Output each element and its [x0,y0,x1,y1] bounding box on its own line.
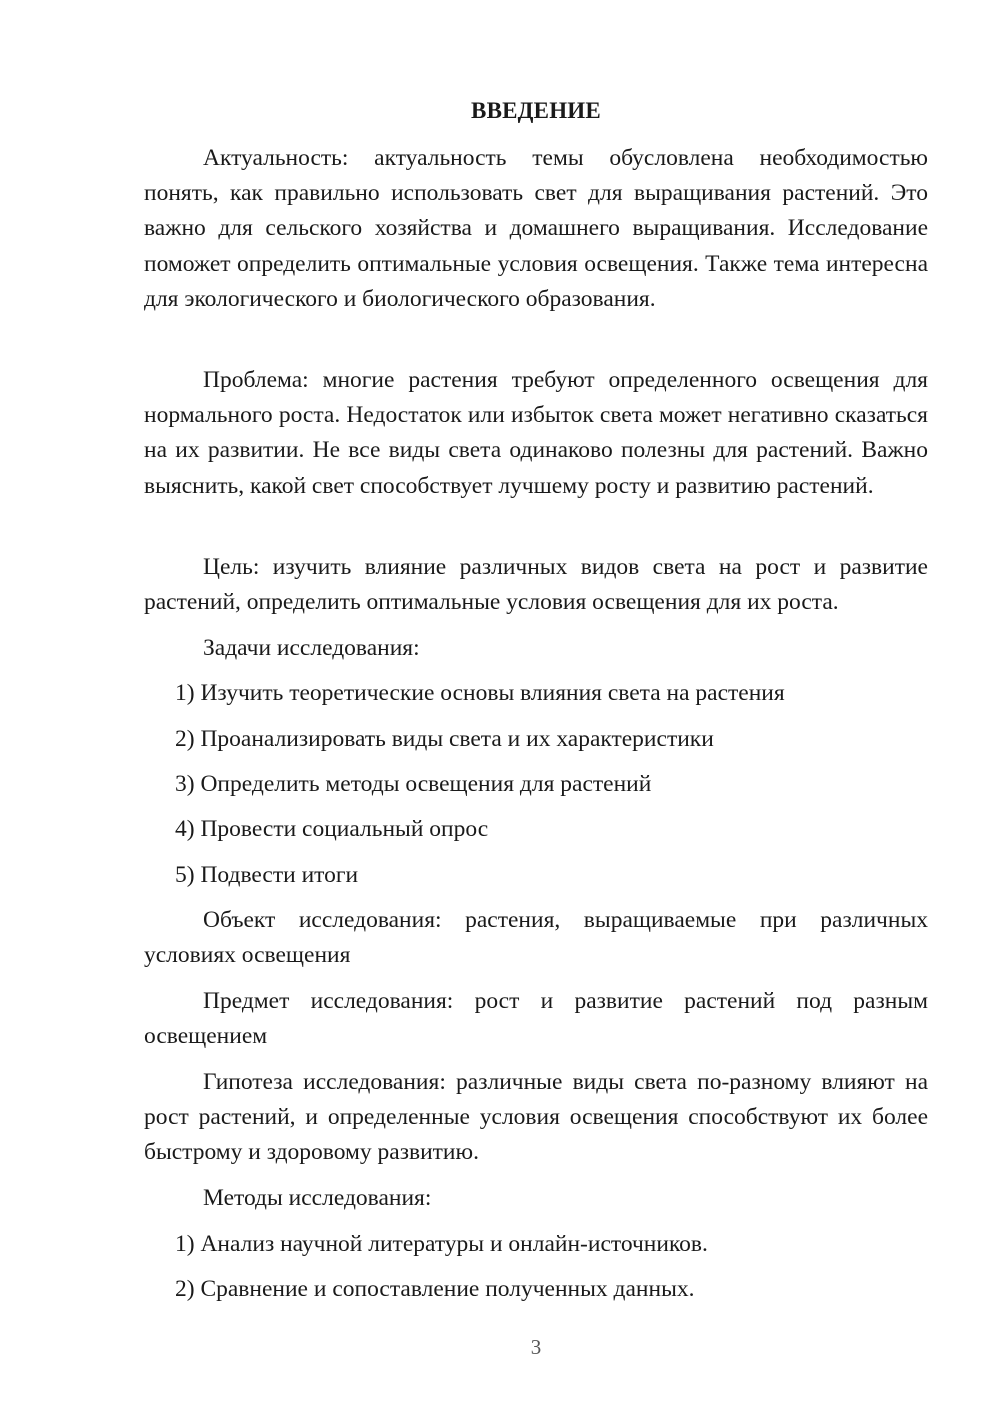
page-title: ВВЕДЕНИЕ [471,98,601,123]
task-item-5: 5) Подвести итоги [175,862,359,888]
subject-paragraph: Предмет исследования: рост и развитие растений под разным освещением [144,988,928,1050]
relevance-paragraph: Актуальность: актуальность темы обусловлена необходимостью понять, как правильно использовать свет для выращивания растений. Это важно для сельского хозяйства и домашнего выращивания. Исследование поможет определить оптимальные условия освещения. Также тема интересна для экологического и биологического образования. [144,145,928,312]
hypothesis-paragraph: Гипотеза исследования: различные виды света по-разному влияют на рост растений, и определенные условия освещения способствуют их более быстрому и здоровому развитию. [144,1069,928,1166]
methods-heading: Методы исследования: [203,1185,432,1211]
goal-paragraph: Цель: изучить влияние различных видов света на рост и развитие растений, определить оптимальные условия освещения для их роста. [144,554,928,616]
problem-paragraph: Проблема: многие растения требуют определенного освещения для нормального роста. Недостаток или избыток света может негативно сказаться на их развитии. Не все виды света одинаково полезны для растений. Важно выяснить, какой свет способствует лучшему росту и развитию растений. [144,367,928,499]
method-item-2: 2) Сравнение и сопоставление полученных данных. [175,1276,695,1302]
task-item-4: 4) Провести социальный опрос [175,816,489,842]
object-paragraph: Объект исследования: растения, выращиваемые при различных условиях освещения [144,907,928,969]
page-number: 3 [530,1335,542,1359]
tasks-heading: Задачи исследования: [203,635,420,661]
method-item-1: 1) Анализ научной литературы и онлайн-источников. [175,1231,708,1257]
task-item-3: 3) Определить методы освещения для растений [175,771,652,797]
task-item-1: 1) Изучить теоретические основы влияния света на растения [175,680,785,706]
task-item-2: 2) Проанализировать виды света и их характеристики [175,726,714,752]
